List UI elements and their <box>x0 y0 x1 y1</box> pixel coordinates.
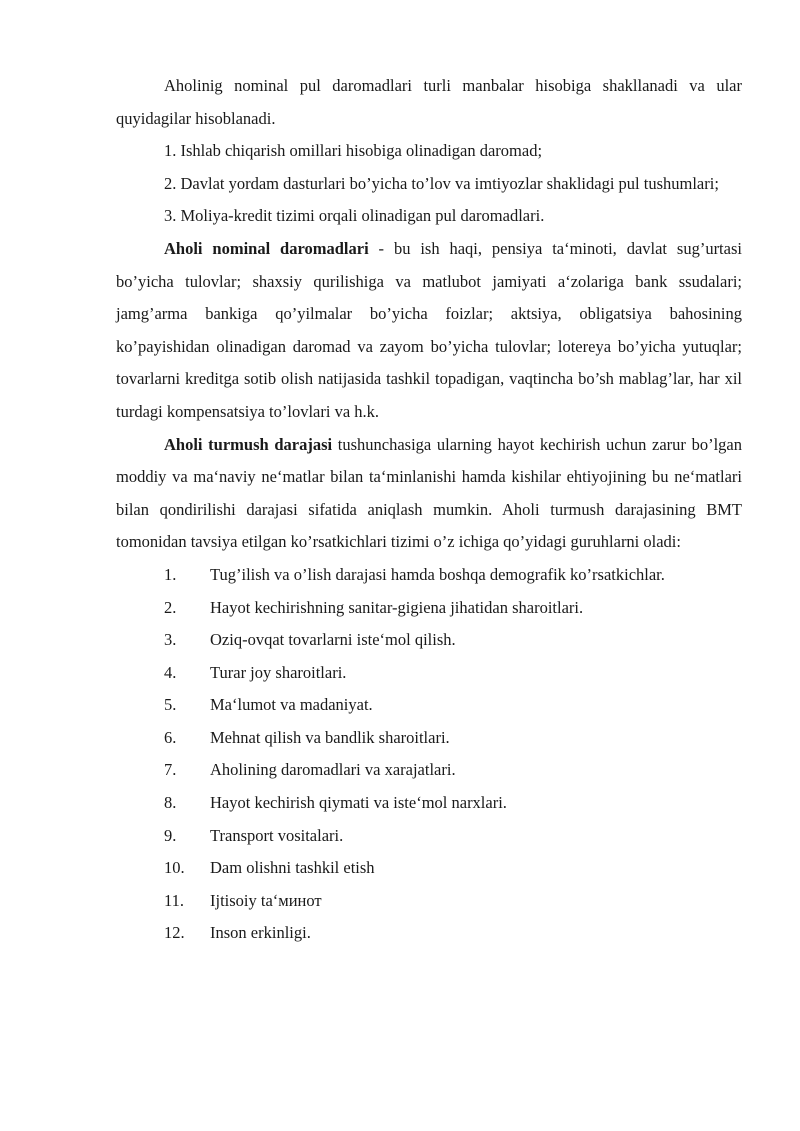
indicator-text: Inson erkinligi. <box>210 923 311 943</box>
living-standard-term: Aholi turmush darajasi <box>164 434 333 454</box>
indicator-text: Hayot kechirishning sanitar-gigiena jihatidan sharoitlari. <box>210 597 584 617</box>
income-source-item: 2. Davlat yordam dasturlari bo’yicha to’lov va imtiyozlar shaklidagi pul tushumlari; <box>164 173 719 193</box>
indicator-item <box>116 917 742 950</box>
indicator-item <box>116 689 742 722</box>
indicator-text: Turar joy sharoitlari. <box>210 662 347 682</box>
indicator-text: Aholining daromadlari va xarajatlari. <box>210 760 456 780</box>
indicator-item <box>116 657 742 690</box>
indicator-item <box>116 820 742 853</box>
indicator-number: 10. <box>164 858 185 878</box>
indicator-item <box>116 754 742 787</box>
indicator-number: 6. <box>164 727 177 747</box>
indicator-number: 5. <box>164 695 177 715</box>
indicator-number: 3. <box>164 630 177 650</box>
indicator-text: Ma‘lumot va madaniyat. <box>210 695 373 715</box>
indicator-number: 12. <box>164 923 185 943</box>
indicator-item <box>116 885 742 918</box>
indicator-item <box>116 559 742 592</box>
indicator-number: 2. <box>164 597 177 617</box>
indicator-item <box>116 787 742 820</box>
living-standard-paragraph <box>116 429 742 559</box>
indicator-text: Oziq-ovqat tovarlarni iste‘mol qilish. <box>210 630 456 650</box>
indicator-text: Hayot kechirish qiymati va iste‘mol narxlari. <box>210 793 507 813</box>
indicator-item <box>116 852 742 885</box>
indicator-text: Ijtisoiy ta‘минот <box>210 890 322 910</box>
indicator-number: 1. <box>164 564 177 584</box>
indicator-text: Transport vositalari. <box>210 825 344 845</box>
document-page <box>116 70 742 950</box>
intro-paragraph: Aholinig nominal pul daromadlari turli manbalar hisobiga shakllanadi va ular quyidagilar hisoblanadi. <box>116 76 742 128</box>
indicator-list <box>116 559 742 950</box>
indicator-number: 11. <box>164 890 185 910</box>
nominal-income-definition: - bu ish haqi, pensiya ta‘minoti, davlat sug’urtasi bo’yicha tulovlar; shaxsiy qurilishiga va matlubot jamiyati a‘zolariga bank ssudalari; jamg’arma bankiga qo’yilmalar bo’yicha foizlar; aktsiya, obligatsiya bahosining ko’payishidan olinadigan daromad va zayom bo’yicha tulovlar; lotereya bo’yicha yutuqlar; tovarlarni kreditga sotib olish natijasida tashkil topadigan, vaqtincha bo’sh mablag’lar, har xil turdagi kompensatsiya to’lovlari va h.k. <box>116 238 742 421</box>
indicator-text: Dam olishni tashkil etish <box>210 858 375 878</box>
indicator-item <box>116 722 742 755</box>
indicator-number: 7. <box>164 760 177 780</box>
nominal-income-paragraph <box>116 233 742 429</box>
income-source-item: 1. Ishlab chiqarish omillari hisobiga olinadigan daromad; <box>164 141 543 161</box>
indicator-text: Tug’ilish va o’lish darajasi hamda boshqa demografik ko’rsatkichlar. <box>210 564 665 584</box>
nominal-income-term: Aholi nominal daromadlari <box>164 238 369 258</box>
indicator-item <box>116 592 742 625</box>
indicator-text: Mehnat qilish va bandlik sharoitlari. <box>210 727 450 747</box>
indicator-number: 8. <box>164 793 177 813</box>
indicator-number: 9. <box>164 825 177 845</box>
living-standard-definition: tushunchasiga ularning hayot kechirish uchun zarur bo’lgan moddiy va ma‘naviy ne‘matlar bilan ta‘minlanishi hamda kishilar ehtiyojining bu ne‘matlari bilan qondirilishi darajasi sifatida aniqlash mumkin. Aholi turmush darajasining BMT tomonidan tavsiya etilgan ko’rsatkichlari tizimi o’z ichiga qo’yidagi guruhlarni oladi: <box>116 434 742 552</box>
income-source-item: 3. Moliya-kredit tizimi orqali olinadigan pul daromadlari. <box>164 206 545 226</box>
indicator-item <box>116 624 742 657</box>
indicator-number: 4. <box>164 662 177 682</box>
